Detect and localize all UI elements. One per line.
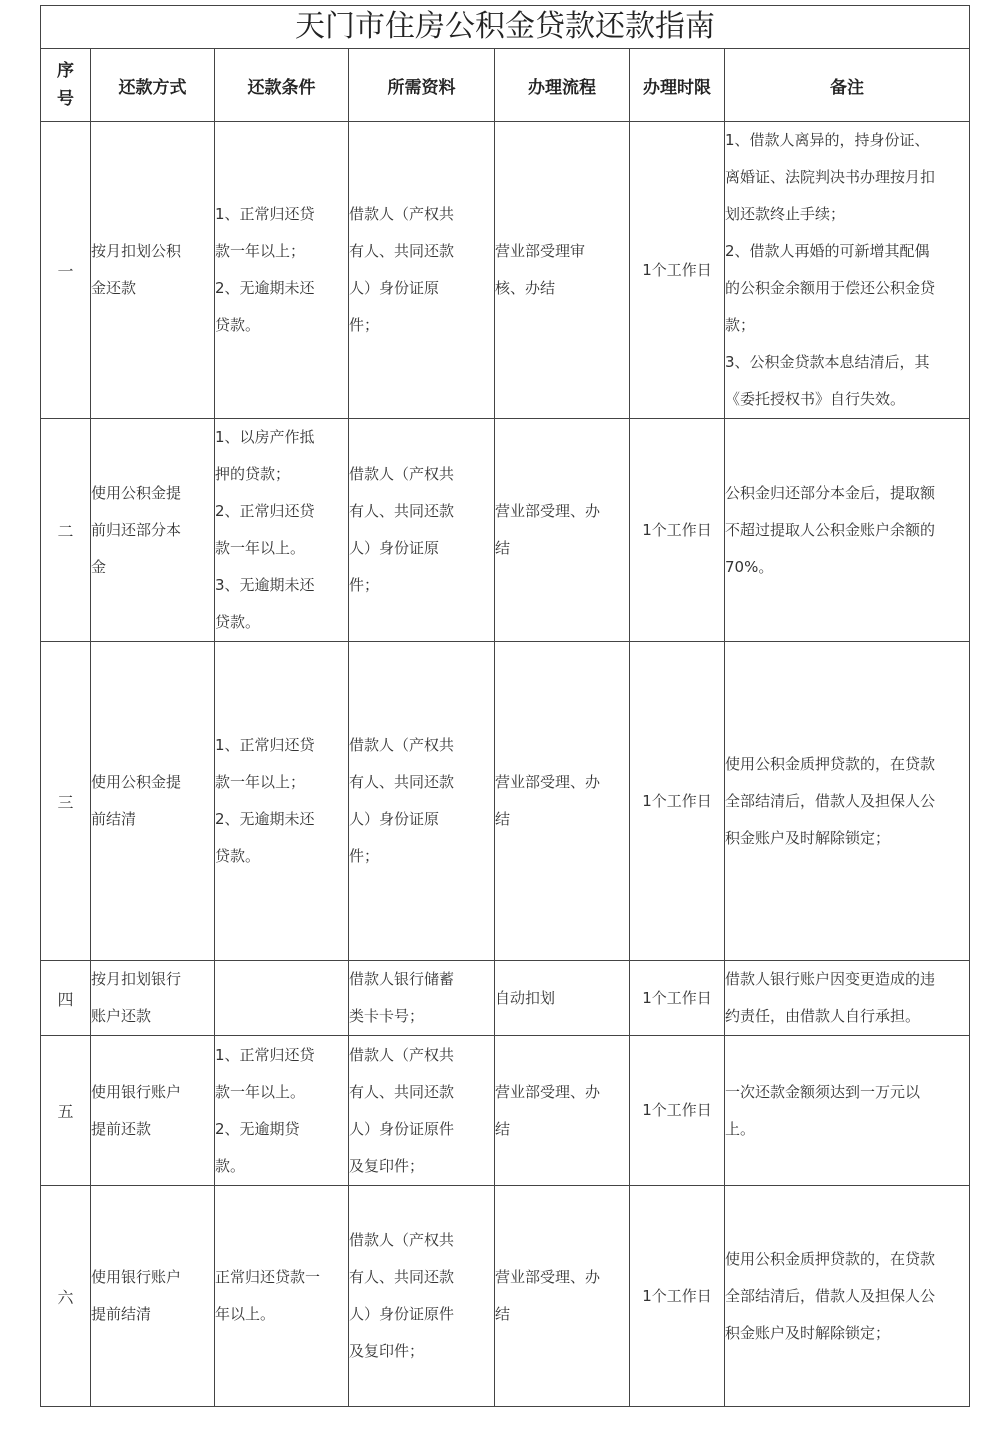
header-remarks: 备注	[725, 49, 970, 122]
cell-conditions-line: 款一年以上；	[215, 773, 306, 791]
cell-conditions-line: 贷款。	[215, 316, 261, 334]
header-seq	[41, 49, 91, 122]
cell-materials-line: 及复印件；	[349, 1342, 425, 1360]
cell-remarks	[725, 1036, 970, 1186]
cell-materials-line: 类卡卡号；	[349, 1007, 425, 1025]
table-title: 天门市住房公积金贷款还款指南	[41, 6, 970, 49]
cell-method	[91, 122, 215, 419]
cell-materials-line: 有人、共同还款	[349, 502, 455, 520]
cell-conditions-line: 2、无逾期未还	[215, 810, 315, 828]
cell-conditions-line: 2、无逾期贷	[215, 1119, 300, 1138]
cell-time-limit: 1个工作日	[630, 961, 725, 1036]
cell-time-limit: 1个工作日	[630, 122, 725, 419]
cell-method-line: 使用公积金提	[91, 773, 182, 791]
cell-process-line: 结	[495, 810, 511, 828]
cell-materials-line: 人）身份证原	[349, 539, 440, 557]
cell-seq: 二	[41, 419, 91, 642]
cell-conditions-line: 贷款。	[215, 613, 261, 631]
table-row	[41, 1036, 970, 1186]
header-conditions: 还款条件	[215, 49, 349, 122]
cell-conditions-line: 1、正常归还贷	[215, 736, 315, 754]
table-row	[41, 419, 970, 642]
cell-remarks-line: 全部结清后，借款人及担保人公	[725, 791, 936, 810]
cell-process	[495, 961, 630, 1036]
cell-remarks	[725, 961, 970, 1036]
cell-materials-line: 有人、共同还款	[349, 242, 455, 260]
table-row	[41, 122, 970, 419]
cell-method-line: 使用银行账户	[91, 1082, 182, 1101]
cell-process	[495, 1036, 630, 1186]
cell-remarks-line: 约责任，由借款人自行承担。	[725, 1007, 921, 1025]
cell-process-line: 自动扣划	[495, 988, 556, 1007]
cell-remarks	[725, 419, 970, 642]
cell-process	[495, 642, 630, 961]
cell-method	[91, 1186, 215, 1407]
cell-materials-line: 有人、共同还款	[349, 1268, 455, 1286]
cell-process-line: 结	[495, 1305, 511, 1323]
cell-remarks-line: 上。	[725, 1119, 756, 1138]
cell-conditions-line: 款。	[215, 1156, 246, 1175]
cell-materials	[349, 419, 495, 642]
cell-materials	[349, 642, 495, 961]
cell-time-limit: 1个工作日	[630, 642, 725, 961]
cell-materials-line: 借款人银行储蓄	[349, 970, 455, 988]
cell-process-line: 营业部受理审	[495, 242, 586, 260]
header-seq-line: 序	[57, 61, 74, 81]
cell-remarks-line: 款；	[725, 316, 756, 334]
cell-remarks-line: 2、借款人再婚的可新增其配偶	[725, 242, 930, 260]
cell-remarks-line: 3、公积金贷款本息结清后，其	[725, 353, 930, 371]
cell-method	[91, 642, 215, 961]
cell-seq: 五	[41, 1036, 91, 1186]
cell-conditions-line: 押的贷款；	[215, 465, 291, 483]
header-time-limit: 办理时限	[630, 49, 725, 122]
cell-process-line: 营业部受理、办	[495, 1268, 601, 1286]
cell-process-line: 营业部受理、办	[495, 502, 601, 520]
cell-conditions-line: 1、以房产作抵	[215, 428, 315, 446]
cell-process-line: 结	[495, 1119, 511, 1138]
cell-process	[495, 122, 630, 419]
cell-method-line: 使用银行账户	[91, 1268, 182, 1286]
cell-method	[91, 1036, 215, 1186]
cell-remarks-line: 1、借款人离异的，持身份证、	[725, 131, 930, 149]
cell-conditions-line: 年以上。	[215, 1305, 276, 1323]
table-row	[41, 1186, 970, 1407]
cell-process-line: 结	[495, 539, 511, 557]
cell-remarks-line: 借款人银行账户因变更造成的违	[725, 970, 936, 988]
cell-method-line: 按月扣划公积	[91, 242, 182, 260]
repayment-guide-table	[40, 5, 970, 1407]
cell-process	[495, 419, 630, 642]
cell-remarks-line: 一次还款金额须达到一万元以	[725, 1082, 921, 1101]
table-row	[41, 642, 970, 961]
cell-materials-line: 借款人（产权共	[349, 1045, 455, 1064]
cell-materials-line: 借款人（产权共	[349, 1231, 455, 1249]
cell-materials-line: 件；	[349, 316, 380, 334]
cell-materials-line: 有人、共同还款	[349, 773, 455, 791]
cell-materials	[349, 961, 495, 1036]
cell-materials-line: 件；	[349, 847, 380, 865]
cell-process-line: 核、办结	[495, 279, 556, 297]
cell-materials	[349, 122, 495, 419]
cell-process-line: 营业部受理、办	[495, 773, 601, 791]
cell-remarks	[725, 1186, 970, 1407]
cell-conditions-line: 2、正常归还贷	[215, 502, 315, 520]
cell-materials-line: 借款人（产权共	[349, 465, 455, 483]
header-materials: 所需资料	[349, 49, 495, 122]
cell-materials	[349, 1186, 495, 1407]
cell-materials-line: 及复印件；	[349, 1156, 425, 1175]
cell-remarks-line: 使用公积金质押贷款的，在贷款	[725, 1249, 936, 1268]
cell-materials-line: 有人、共同还款	[349, 1082, 455, 1101]
cell-materials-line: 人）身份证原	[349, 279, 440, 297]
cell-remarks-line: 离婚证、法院判决书办理按月扣	[725, 168, 936, 186]
header-process: 办理流程	[495, 49, 630, 122]
cell-materials	[349, 1036, 495, 1186]
cell-materials-line: 件；	[349, 576, 380, 594]
cell-time-limit: 1个工作日	[630, 419, 725, 642]
cell-remarks-line: 积金账户及时解除锁定；	[725, 828, 891, 847]
cell-method-line: 前结清	[91, 810, 137, 828]
cell-remarks	[725, 642, 970, 961]
cell-remarks-line: 积金账户及时解除锁定；	[725, 1323, 891, 1342]
cell-remarks-line: 使用公积金质押贷款的，在贷款	[725, 754, 936, 773]
cell-remarks-line: 全部结清后，借款人及担保人公	[725, 1286, 936, 1305]
cell-materials-line: 人）身份证原件	[349, 1305, 455, 1323]
cell-method-line: 金	[91, 557, 107, 576]
header-row	[41, 49, 970, 122]
cell-remarks-line: 公积金归还部分本金后，提取额	[725, 483, 936, 502]
cell-materials-line: 借款人（产权共	[349, 205, 455, 223]
header-method: 还款方式	[91, 49, 215, 122]
cell-remarks	[725, 122, 970, 419]
cell-process	[495, 1186, 630, 1407]
cell-seq: 三	[41, 642, 91, 961]
cell-method-line: 提前还款	[91, 1119, 152, 1138]
cell-method	[91, 961, 215, 1036]
cell-method	[91, 419, 215, 642]
cell-materials-line: 人）身份证原件	[349, 1119, 455, 1138]
cell-remarks-line: 70%。	[725, 557, 774, 576]
cell-conditions	[215, 419, 349, 642]
cell-remarks-line: 划还款终止手续；	[725, 205, 846, 223]
cell-seq: 六	[41, 1186, 91, 1407]
cell-time-limit: 1个工作日	[630, 1186, 725, 1407]
cell-conditions-line: 贷款。	[215, 847, 261, 865]
cell-conditions	[215, 122, 349, 419]
cell-materials-line: 借款人（产权共	[349, 736, 455, 754]
cell-conditions-line: 正常归还贷款一	[215, 1268, 321, 1286]
cell-method-line: 提前结清	[91, 1305, 152, 1323]
cell-conditions	[215, 1036, 349, 1186]
cell-conditions-line: 1、正常归还贷	[215, 205, 315, 223]
cell-method-line: 按月扣划银行	[91, 970, 182, 988]
cell-conditions-line: 1、正常归还贷	[215, 1045, 315, 1064]
cell-seq: 四	[41, 961, 91, 1036]
cell-conditions-line: 款一年以上。	[215, 1082, 306, 1101]
cell-seq: 一	[41, 122, 91, 419]
cell-conditions	[215, 1186, 349, 1407]
cell-remarks-line: 的公积金余额用于偿还公积金贷	[725, 279, 936, 297]
cell-remarks-line: 《委托授权书》自行失效。	[725, 390, 906, 408]
cell-method-line: 前归还部分本	[91, 520, 182, 539]
header-seq-line: 号	[57, 89, 74, 109]
cell-materials-line: 人）身份证原	[349, 810, 440, 828]
table-row	[41, 961, 970, 1036]
cell-conditions-line: 3、无逾期未还	[215, 576, 315, 594]
cell-conditions	[215, 642, 349, 961]
cell-conditions-line: 2、无逾期未还	[215, 279, 315, 297]
cell-conditions-line: 款一年以上。	[215, 539, 306, 557]
cell-method-line: 金还款	[91, 279, 137, 297]
cell-method-line: 账户还款	[91, 1007, 152, 1025]
cell-conditions-line: 款一年以上；	[215, 242, 306, 260]
cell-conditions	[215, 961, 349, 1036]
cell-time-limit: 1个工作日	[630, 1036, 725, 1186]
cell-method-line: 使用公积金提	[91, 483, 182, 502]
cell-process-line: 营业部受理、办	[495, 1082, 601, 1101]
cell-remarks-line: 不超过提取人公积金账户余额的	[725, 520, 936, 539]
